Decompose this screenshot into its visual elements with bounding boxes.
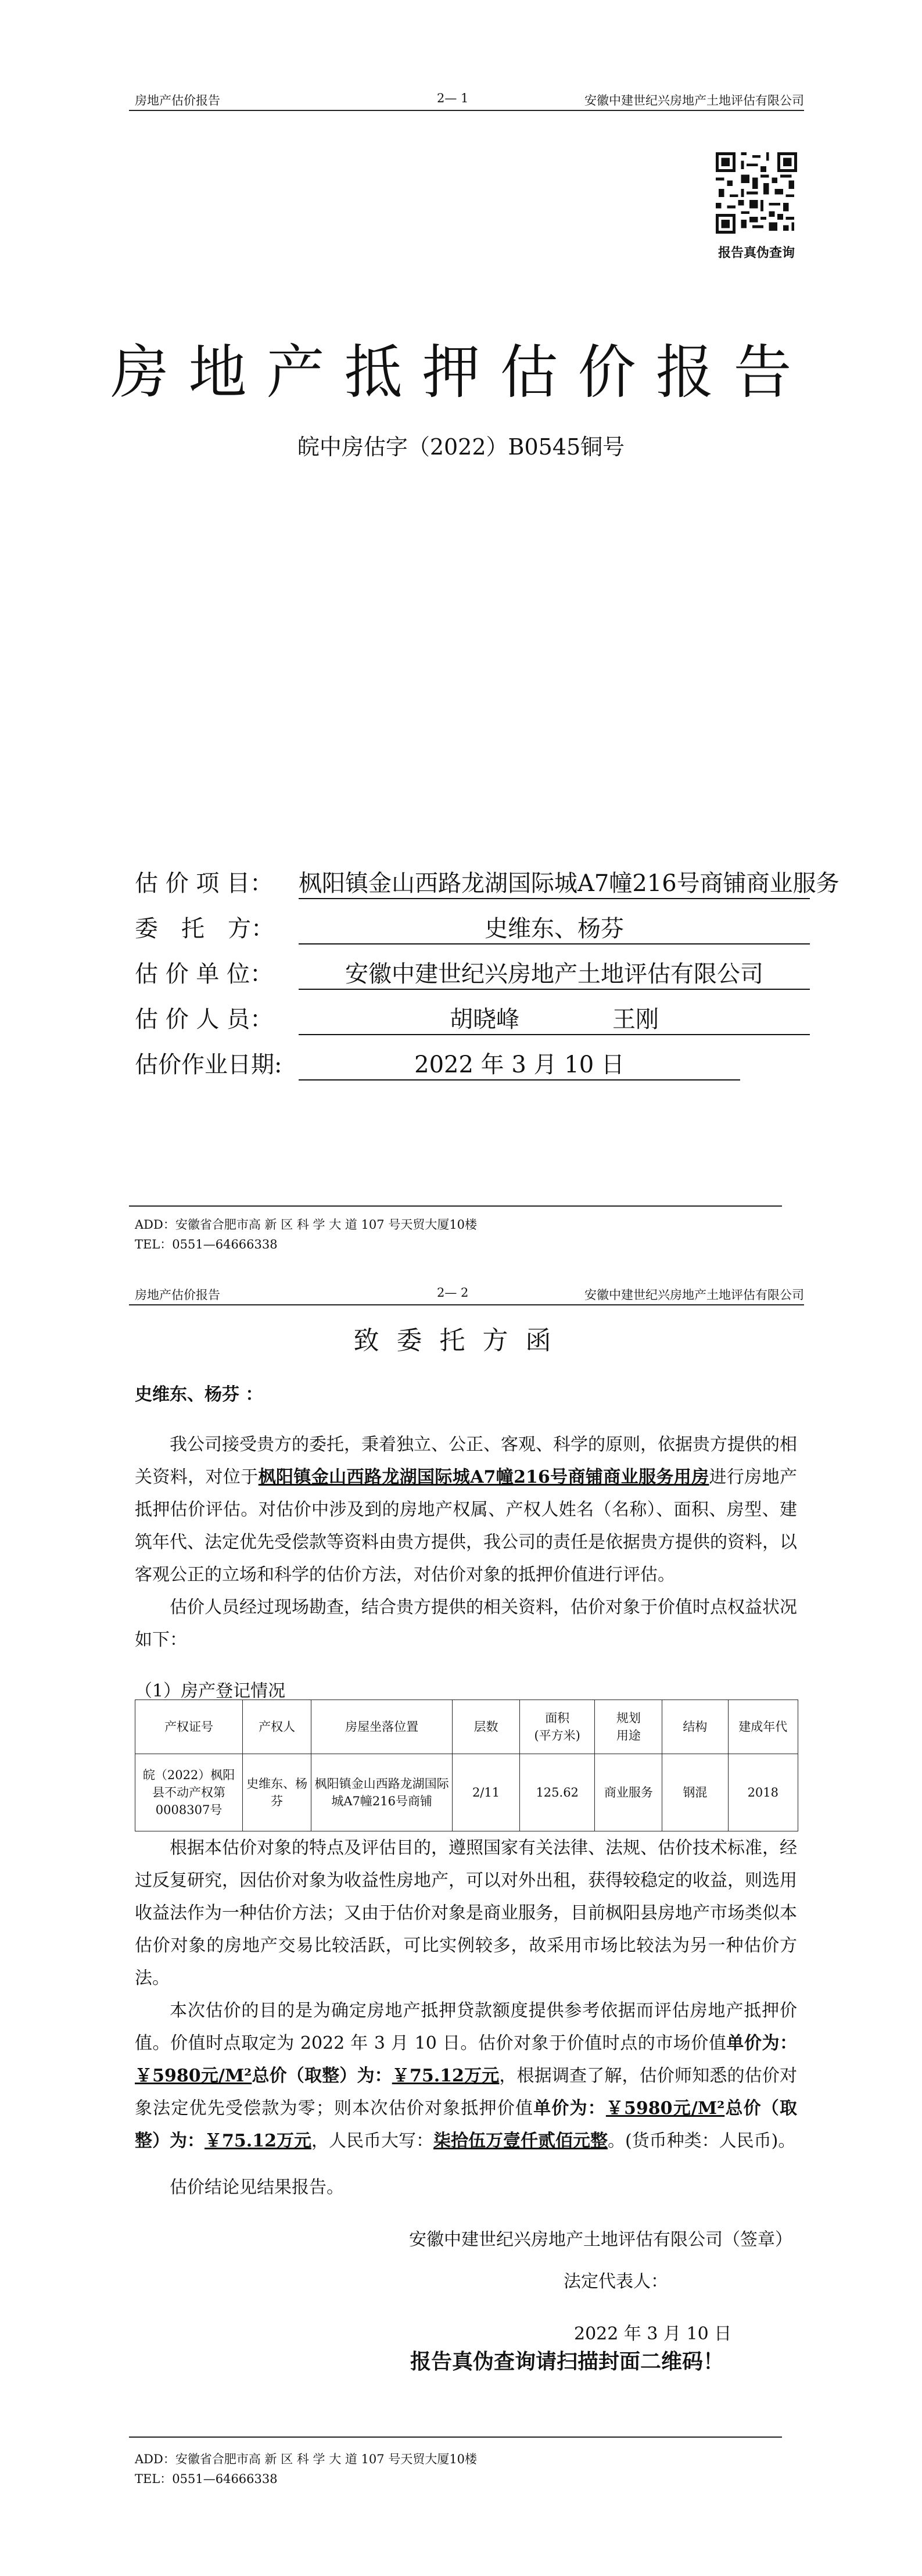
info-label: 估价作业日期:	[135, 1051, 282, 1078]
col-header: 建成年代	[728, 1700, 798, 1754]
page-header	[129, 1285, 804, 1305]
total-price-label: 总价（取整）为：	[135, 2098, 797, 2151]
table-cell: 史维东、杨芬	[243, 1754, 311, 1831]
verify-notice: 报告真伪查询请扫描封面二维码！	[410, 2349, 724, 2374]
header-company: 安徽中建世纪兴房地产土地评估有限公司	[584, 1288, 804, 1302]
company-signature: 安徽中建世纪兴房地产土地评估有限公司（签章）	[409, 2230, 792, 2250]
text-span: ，根据调查了解，估价师知悉的估价对象法定优先受偿款为零；则本次估价对象抵押价值	[135, 2066, 798, 2119]
table-header-row	[135, 1700, 798, 1754]
header-company: 安徽中建世纪兴房地产土地评估有限公司	[584, 94, 804, 108]
total-price-uppercase: 柒拾伍万壹仟贰佰元整	[433, 2131, 608, 2151]
table-cell: 枫阳镇金山西路龙湖国际城A7幢216号商铺	[311, 1754, 453, 1831]
info-label: 估 价 单 位：	[135, 961, 274, 988]
header-page-number: 2— 2	[437, 1286, 469, 1300]
info-value: 2022 年 3 月 10 日	[299, 1046, 740, 1081]
letter-body-top	[135, 1429, 797, 1656]
legal-representative: 法定代表人：	[564, 2271, 668, 2292]
footer-tel: TEL：0551—64666338	[135, 1237, 278, 1251]
page-footer	[135, 2449, 477, 2489]
paragraph-conclusion: 估价结论见结果报告。	[170, 2177, 344, 2198]
paragraph-intro	[135, 1429, 797, 1591]
qr-code-icon[interactable]	[716, 152, 797, 234]
text-span: 我公司接受贵方的委托，秉着独立、公正、客观、科学的原则，依据贵方提供的相关资料，对位于	[135, 1434, 797, 1487]
info-label: 估 价 项 目：	[135, 870, 274, 897]
paragraph-valuation	[135, 1995, 797, 2158]
footer-address: ADD：安徽省合肥市高 新 区 科 学 大 道 107 号天贸大厦10楼	[135, 2452, 478, 2466]
paragraph-survey: 估价人员经过现场勘查，结合贵方提供的相关资料，估价对象于价值时点权益状况如下：	[135, 1597, 797, 1650]
header-left: 房地产估价报告	[135, 1288, 220, 1302]
table-cell: 商业服务	[595, 1754, 662, 1831]
col-header: 层数	[453, 1700, 520, 1754]
page-header	[129, 90, 804, 111]
footer-address: ADD：安徽省合肥市高 新 区 科 学 大 道 107 号天贸大厦10楼	[135, 1218, 478, 1232]
total-price-label: 总价（取整）为：	[252, 2066, 392, 2086]
report-title: 房地产抵押估价报告	[110, 338, 812, 406]
section-heading: （1）房产登记情况	[135, 1681, 286, 1701]
table-cell: 125.62	[519, 1754, 595, 1831]
qr-caption: 报告真伪查询	[717, 245, 795, 260]
table-cell: 2018	[728, 1754, 798, 1831]
total-price: ￥75.12万元	[392, 2066, 500, 2086]
text-span: 进行房地产抵押估价评估。对估价中涉及到的房地产权属、产权人姓名（名称）、面积、房型、建筑年代、法定优先受偿款等资料由贵方提供，我公司的责任是依据贵方提供的资料，以客观公正的立场和科学的估价方法，对估价对象的抵押价值进行评估。	[135, 1467, 798, 1585]
paragraph-method: 根据本估价对象的特点及评估目的，遵照国家有关法律、法规、估价技术标准，经过反复研究，因估价对象为收益性房地产，可以对外出租，获得较稳定的收益，则选用收益法作为一种估价方法；又由于估价对象是商业服务，目前枫阳县房地产市场类似本估价对象的房地产交易比较活跃，可比实例较多，故采用市场比较法为另一种估价方法。	[135, 1838, 797, 1988]
unit-price-label: 单价为：	[726, 2033, 798, 2053]
info-value: 胡晓峰 王刚	[299, 1001, 810, 1035]
info-label: 委 托 方：	[135, 915, 274, 942]
info-value: 史维东、杨芬	[299, 910, 810, 944]
col-header: 产权证号	[135, 1700, 243, 1754]
text-span: 。(货币种类：人民币)。	[607, 2131, 796, 2151]
letter-title: 致委托方函	[353, 1326, 569, 1355]
table-cell: 钢混	[662, 1754, 728, 1831]
header-left: 房地产估价报告	[135, 94, 220, 108]
property-registration-table	[135, 1700, 798, 1831]
footer-divider	[129, 1205, 782, 1207]
footer-tel: TEL：0551—64666338	[135, 2472, 278, 2486]
text-span: 本次估价的目的是为确定房地产抵押贷款额度提供参考依据而评估房地产抵押价值。价值时点取定为 2022 年 3 月 10 日。估价对象于价值时点的市场价值	[135, 2001, 797, 2053]
table-cell: 皖（2022）枫阳县不动产权第0008307号	[135, 1754, 243, 1831]
property-address: 枫阳镇金山西路龙湖国际城A7幢216号商铺商业服务用房	[258, 1467, 709, 1487]
col-header: 结构	[662, 1700, 728, 1754]
unit-price-label: 单价为：	[533, 2098, 606, 2119]
col-header: 产权人	[243, 1700, 311, 1754]
letter-date: 2022 年 3 月 10 日	[574, 2324, 732, 2344]
table-row	[135, 1754, 798, 1831]
unit-price: ￥5980元/M²	[135, 2066, 252, 2086]
table-cell: 2/11	[453, 1754, 520, 1831]
col-header: 房屋坐落位置	[311, 1700, 453, 1754]
letter-body-bottom	[135, 1832, 797, 2204]
total-price: ￥75.12万元	[205, 2131, 311, 2151]
letter-addressee: 史维东、杨芬 ：	[135, 1384, 263, 1405]
report-number: 皖中房估字（2022）B0545铜号	[297, 434, 625, 460]
col-header: 面积 (平方米)	[519, 1700, 595, 1754]
text-span: ，人民币大写：	[311, 2131, 433, 2151]
info-value: 安徽中建世纪兴房地产土地评估有限公司	[299, 956, 810, 990]
footer-divider	[129, 2437, 782, 2438]
info-label: 估 价 人 员：	[135, 1006, 274, 1033]
unit-price: ￥5980元/M²	[605, 2098, 725, 2119]
page-footer	[135, 1215, 477, 1254]
col-header: 规划 用途	[595, 1700, 662, 1754]
info-value: 枫阳镇金山西路龙湖国际城A7幢216号商铺商业服务	[299, 865, 810, 899]
header-page-number: 2— 1	[437, 91, 469, 105]
